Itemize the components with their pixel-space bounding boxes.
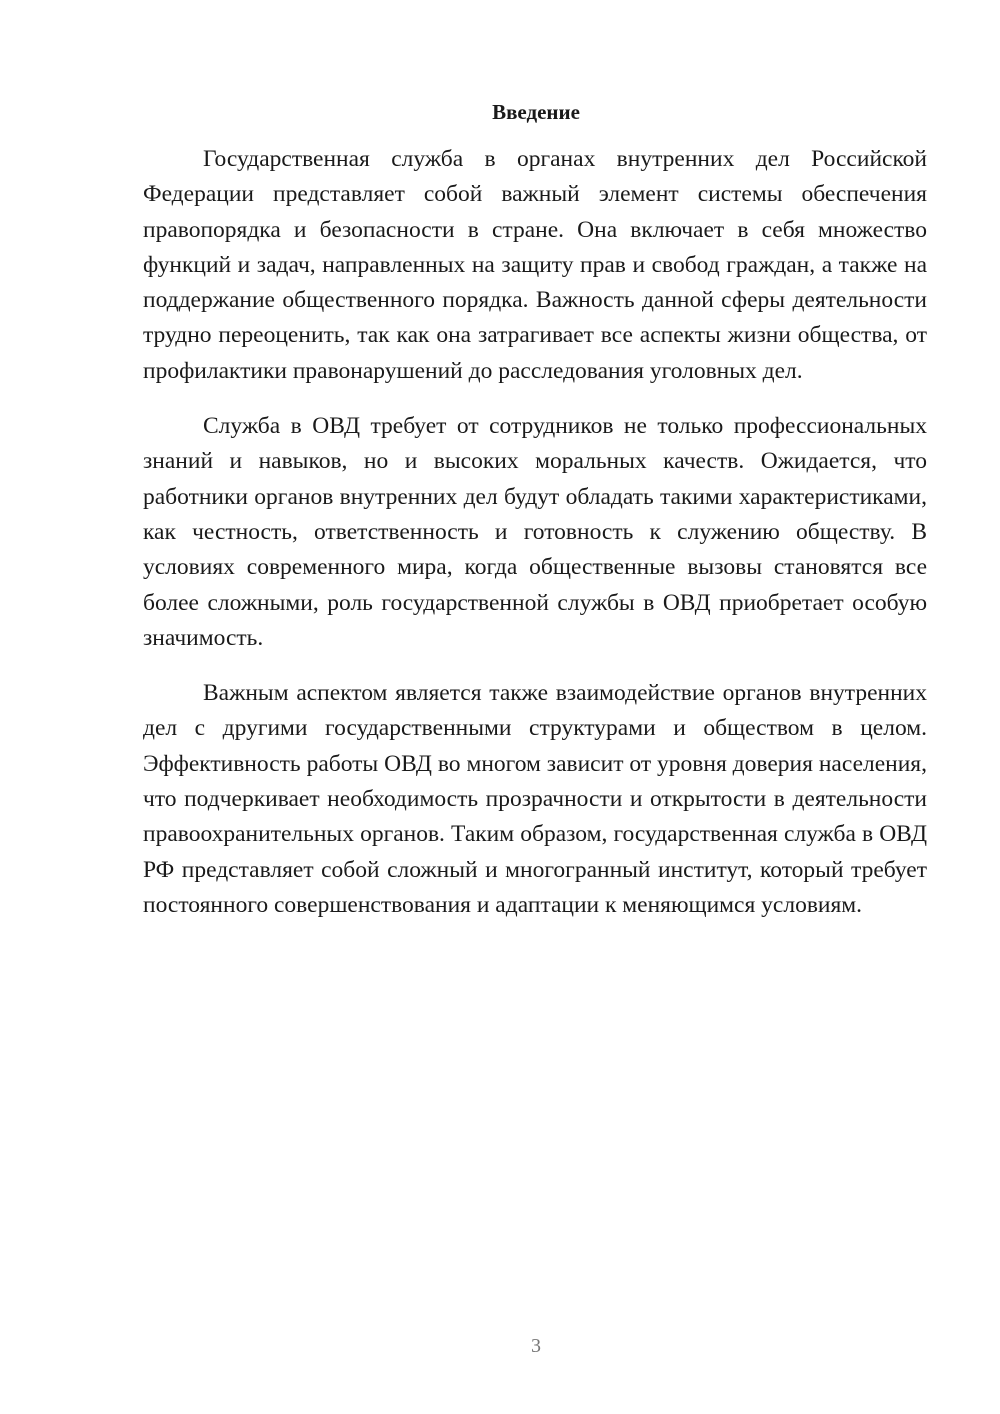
paragraph-2: Служба в ОВД требует от сотрудников не только профессиональных знаний и навыков, но и высоких моральных качеств. Ожидается, что работники органов внутренних дел будут обладать такими характеристиками, как честность, ответственность и готовность к служению обществу. В условиях современного мира, когда общественные вызовы становятся все более сложными, роль государственной службы в ОВД приобретает особую значимость.: [143, 413, 927, 651]
body-text: [143, 142, 927, 943]
paragraph-1: Государственная служба в органах внутренних дел Российской Федерации представляет собой важный элемент системы обеспечения правопорядка и безопасности в стране. Она включает в себя множество функций и задач, направленных на защиту прав и свобод граждан, а также на поддержание общественного порядка. Важность данной сферы деятельности трудно переоценить, так как она затрагивает все аспекты жизни общества, от профилактики правонарушений до расследования уголовных дел.: [143, 146, 927, 384]
section-heading: Введение: [492, 100, 580, 124]
page-number: 3: [531, 1335, 541, 1357]
paragraph-3: Важным аспектом является также взаимодействие органов внутренних дел с другими государственными структурами и обществом в целом. Эффективность работы ОВД во многом зависит от уровня доверия населения, что подчеркивает необходимость прозрачности и открытости в деятельности правоохранительных органов. Таким образом, государственная служба в ОВД РФ представляет собой сложный и многогранный институт, который требует постоянного совершенствования и адаптации к меняющимся условиям.: [143, 680, 927, 918]
